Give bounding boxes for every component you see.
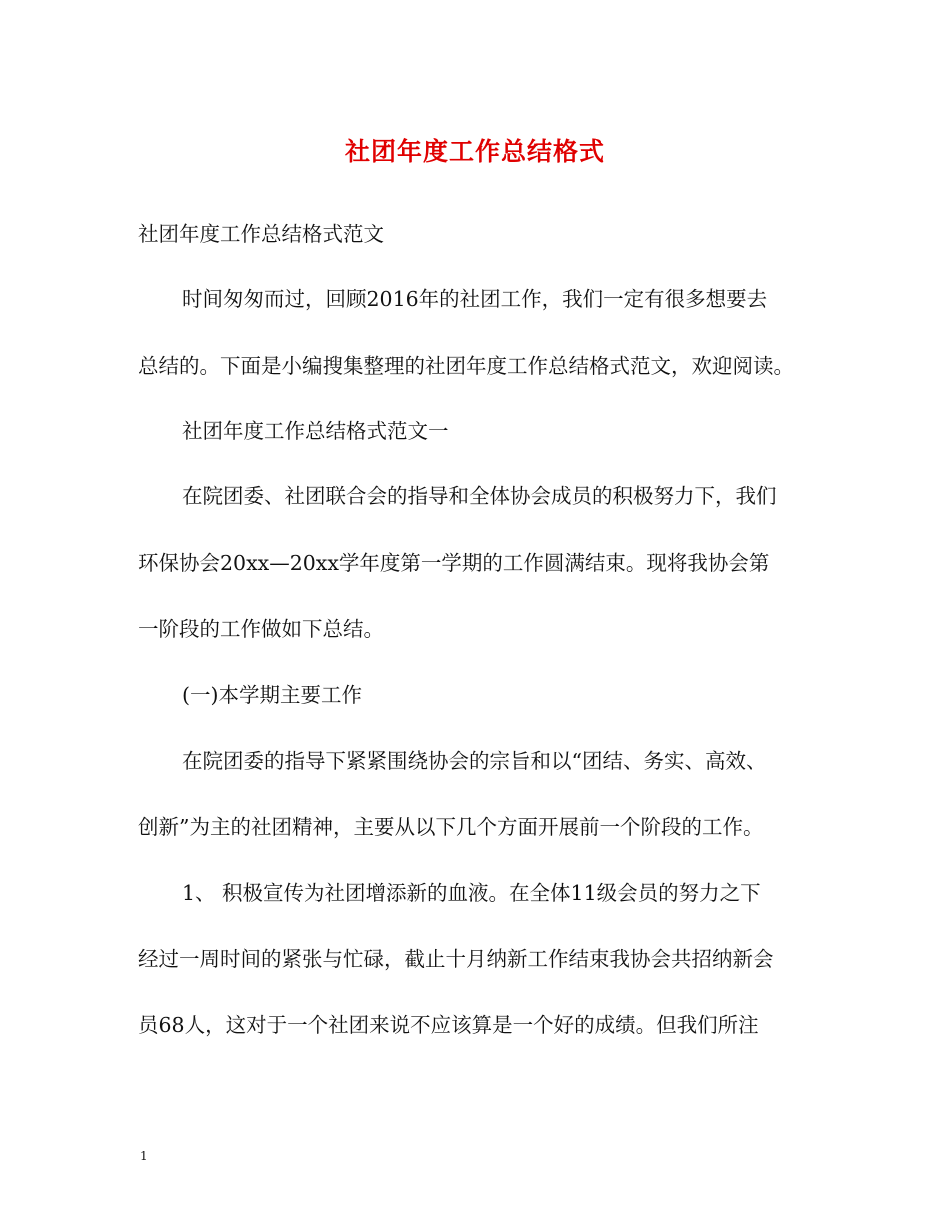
paragraph-line: 总结的。下面是小编搜集整理的社团年度工作总结格式范文，欢迎阅读。 — [138, 354, 794, 378]
paragraph-line: 在院团委、社团联合会的指导和全体协会成员的积极努力下，我们 — [182, 484, 777, 508]
paragraph-line: 员68人，这对于一个社团来说不应该算是一个好的成绩。但我们所注 — [138, 1013, 759, 1037]
paragraph-line: 环保协会20xx—20xx学年度第一学期的工作圆满结束。现将我协会第 — [138, 551, 770, 575]
paragraph-line: 经过一周时间的紧张与忙碌，截止十月纳新工作结束我协会共招纳新会 — [138, 947, 774, 971]
paragraph-line: 时间匆匆而过，回顾2016年的社团工作，我们一定有很多想要去 — [182, 287, 768, 311]
page-number: 1 — [140, 1149, 148, 1163]
paragraph-line: 1、 积极宣传为社团增添新的血液。在全体11级会员的努力之下 — [182, 881, 761, 905]
paragraph-line: 一阶段的工作做如下总结。 — [138, 617, 384, 641]
subsection-heading: (一)本学期主要工作 — [182, 683, 362, 707]
paragraph-line: 创新”为主的社团精神，主要从以下几个方面开展前一个阶段的工作。 — [138, 815, 764, 839]
subsection-heading: 社团年度工作总结格式范文一 — [182, 419, 449, 443]
section-heading: 社团年度工作总结格式范文 — [138, 222, 384, 246]
paragraph-line: 在院团委的指导下紧紧围绕协会的宗旨和以“团结、务实、高效、 — [182, 749, 767, 773]
document-title: 社团年度工作总结格式 — [344, 137, 605, 166]
